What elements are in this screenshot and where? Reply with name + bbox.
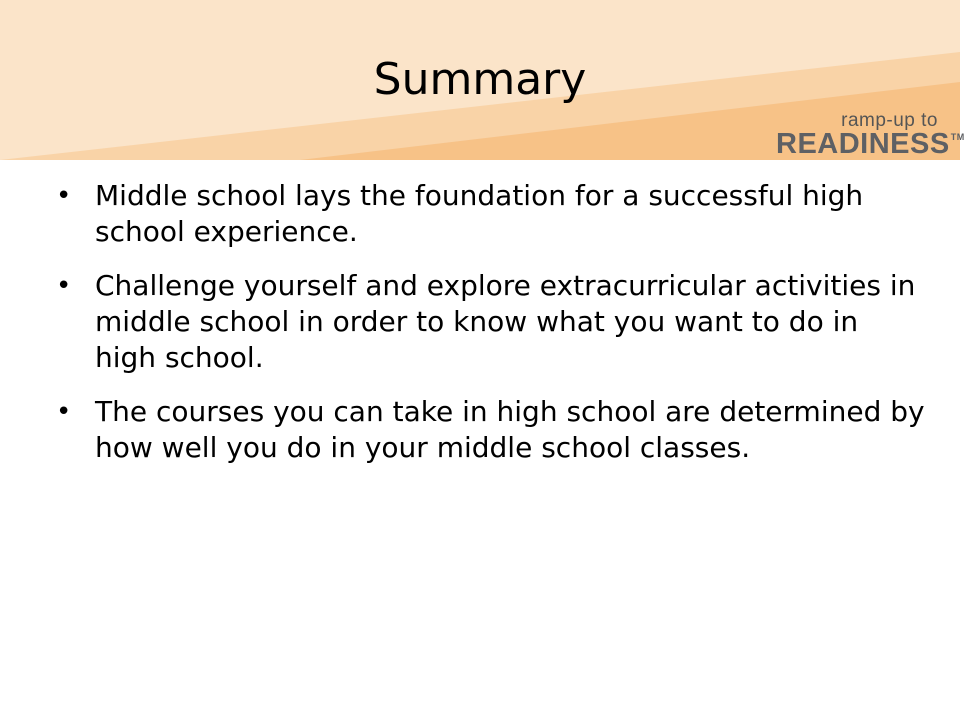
slide-title: Summary [373, 54, 587, 105]
ramp-up-to-readiness-logo [776, 110, 965, 160]
bullet-list [56, 178, 926, 484]
bullet-text: The courses you can take in high school are determined by how well you do in your middle school classes. [95, 395, 925, 464]
logo-name-text: READINESS [776, 128, 950, 160]
bullet-item [56, 178, 926, 250]
bullet-icon: • [56, 181, 72, 211]
bullet-item [56, 394, 926, 466]
bullet-text: Challenge yourself and explore extracurricular activities in middle school in order to know what you want to do in high school. [95, 269, 916, 374]
logo-tagline: ramp-up to [841, 110, 938, 131]
logo-trademark: TM [950, 132, 965, 142]
bullet-item [56, 268, 926, 376]
bullet-icon: • [56, 271, 72, 301]
bullet-text: Middle school lays the foundation for a successful high school experience. [95, 179, 864, 248]
logo-name [776, 128, 965, 161]
bullet-icon: • [56, 397, 72, 427]
